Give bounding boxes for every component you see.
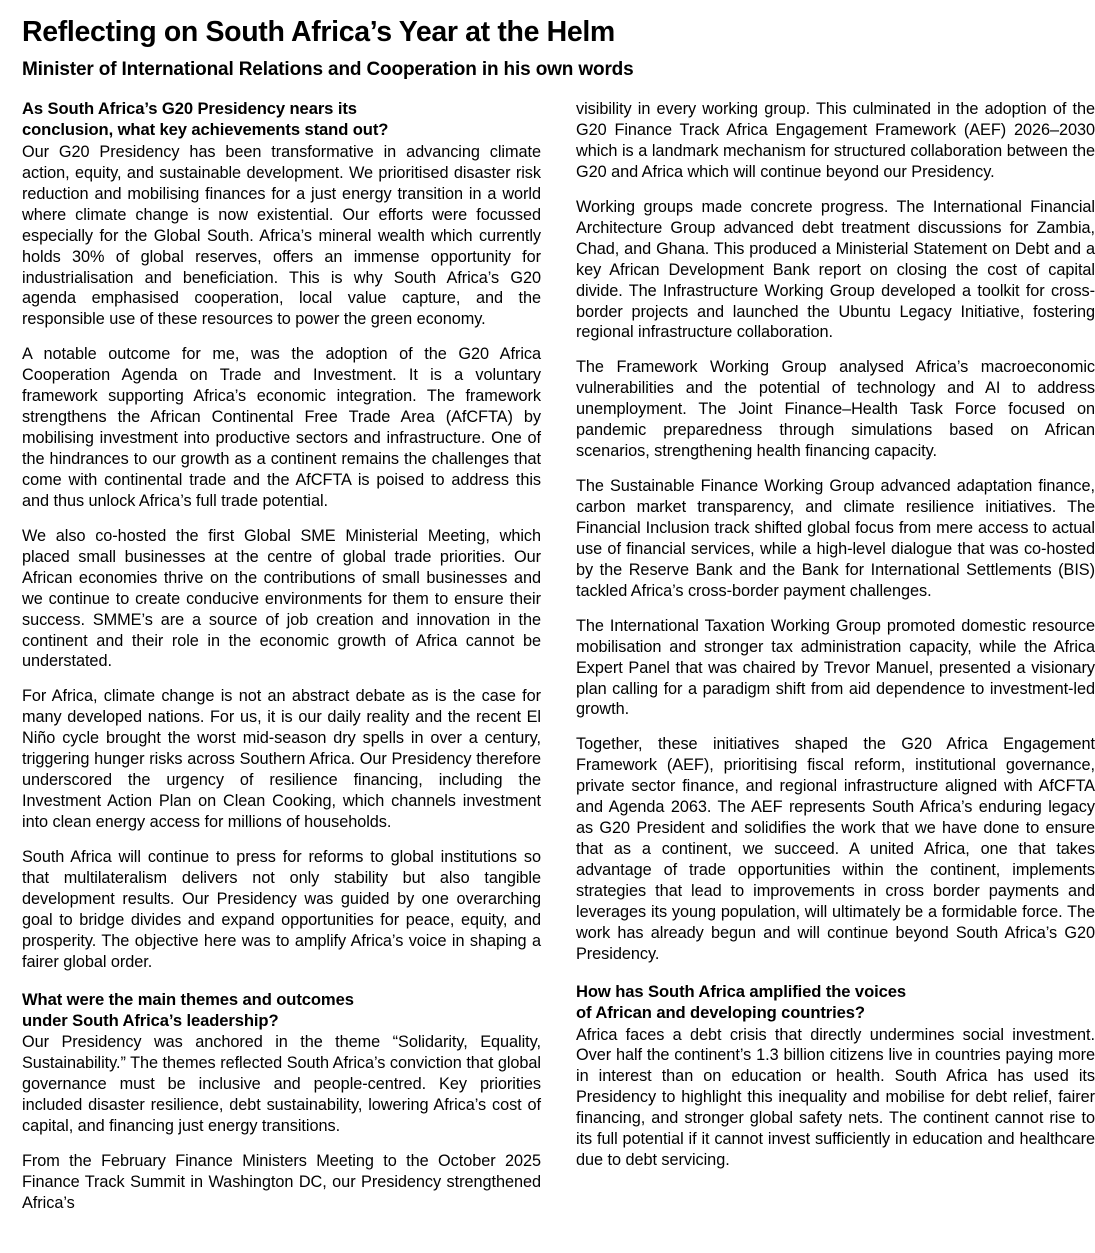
- paragraph-africa-cooperation-agenda: A notable outcome for me, was the adoption of the G20 Africa Cooperation Agenda on Trade and Investment. It is a voluntary framework supporting Africa’s economic integration. The framework strengthens the African Continental Free Trade Area (AfCFTA) by mobilising investment into productive sectors and infrastructure. One of the hindrances to our growth as a continent remains the challenges that come with continental trade and the AfCFTA is poised to address this and thus unlock Africa’s full trade potential.: [22, 345, 541, 510]
- question-heading-amplified-voices-line2: of African and developing countries?: [576, 1002, 865, 1022]
- paragraph-finance-track-summit: From the February Finance Ministers Meeting to the October 2025 Finance Track Summit in Washington DC, our Presidency strengthened Africa’s: [22, 1152, 541, 1212]
- column-left: [22, 99, 541, 1214]
- paragraph-debt-crisis: Africa faces a debt crisis that directly undermines social investment. Over half the continent’s 1.3 billion citizens live in countries paying more in interest than on education or health. South Africa has used its Presidency to highlight this inequality and mobilise for debt relief, fairer financing, and stronger global safety nets. The continent cannot rise to its full potential if it cannot invest sufficiently in education and healthcare due to debt servicing.: [576, 1025, 1095, 1170]
- page-title: Reflecting on South Africa’s Year at the Helm: [22, 16, 615, 48]
- article-columns: [22, 99, 1095, 1214]
- paragraph-sme-ministerial-meeting: We also co-hosted the first Global SME Ministerial Meeting, which placed small businesses at the centre of global trade priorities. Our African economies thrive on the contributions of small businesses and we continue to create conducive environments for them to ensure their success. SMME’s are a source of job creation and innovation in the continent and their role in the economic growth of Africa cannot be understated.: [22, 526, 541, 671]
- paragraph-global-institution-reforms: South Africa will continue to press for reforms to global institutions so that multilateralism delivers not only stability but also tangible development results. Our Presidency was guided by one overarching goal to bridge divides and expand opportunities for peace, equity, and prosperity. The objective here was to amplify Africa’s voice in shaping a fairer global order.: [22, 847, 541, 971]
- question-heading-themes-line1: What were the main themes and outcomes: [22, 989, 354, 1009]
- paragraph-aef-framework: visibility in every working group. This culminated in the adoption of the G20 Finance Track Africa Engagement Framework (AEF) 2026–2030 which is a landmark mechanism for structured collaboration between the G20 and Africa which will continue beyond our Presidency.: [576, 100, 1095, 181]
- paragraph-international-taxation-group: The International Taxation Working Group promoted domestic resource mobilisation and stronger tax administration capacity, while the Africa Expert Panel that was chaired by Trevor Manuel, presented a visionary plan calling for a paradigm shift from aid dependence to investment-led growth.: [576, 616, 1095, 719]
- question-heading-themes-line2: under South Africa’s leadership?: [22, 1010, 279, 1030]
- question-heading-achievements-line1: As South Africa’s G20 Presidency nears its: [22, 99, 357, 119]
- paragraph-solidarity-equality-sustainability: Our Presidency was anchored in the theme “Solidarity, Equality, Sustainability.” The themes reflected South Africa’s conviction that global governance must be inclusive and people-centred. Key priorities included disaster resilience, debt sustainability, lowering Africa’s cost of capital, and financing just energy transitions.: [22, 1033, 541, 1136]
- column-right: [576, 99, 1095, 1171]
- question-heading-themes: [22, 990, 541, 1032]
- question-heading-amplified-voices-line1: How has South Africa amplified the voices: [576, 981, 906, 1001]
- article-subtitle: Minister of International Relations and Cooperation in his own words: [22, 59, 634, 81]
- paragraph-framework-working-group: The Framework Working Group analysed Africa’s macroeconomic vulnerabilities and the potential of technology and AI to address unemployment. The Joint Finance–Health Task Force focused on pandemic preparedness through simulations based on African scenarios, strengthening health financing capacity.: [576, 358, 1095, 461]
- paragraph-climate-change-africa: For Africa, climate change is not an abstract debate as is the case for many developed nations. For us, it is our daily reality and the recent El Niño cycle brought the worst mid-season dry spells in over a century, triggering hunger risks across Southern Africa. Our Presidency therefore underscored the urgency of resilience financing, including the Investment Action Plan on Clean Cooking, which channels investment into clean energy access for millions of households.: [22, 687, 541, 832]
- question-heading-achievements-line2: conclusion, what key achievements stand out?: [22, 120, 389, 139]
- paragraph-sustainable-finance-group: The Sustainable Finance Working Group advanced adaptation finance, carbon market transparency, and climate resilience initiatives. The Financial Inclusion track shifted global focus from mere access to actual use of financial services, while a high-level dialogue that was co-hosted by the Reserve Bank and the Bank for International Settlements (BIS) tackled Africa’s cross-border payment challenges.: [576, 477, 1095, 600]
- question-heading-achievements: [22, 99, 541, 141]
- paragraph-working-groups-progress: Working groups made concrete progress. The International Financial Architecture Group advanced debt treatment discussions for Zambia, Chad, and Ghana. This produced a Ministerial Statement on Debt and a key African Development Bank report on closing the cost of capital divide. The Infrastructure Working Group developed a toolkit for cross-border projects and launched the Ubuntu Legacy Initiative, fostering regional infrastructure collaboration.: [576, 197, 1095, 342]
- paragraph-presidency-transformative: Our G20 Presidency has been transformative in advancing climate action, equity, and sustainable development. We prioritised disaster risk reduction and mobilising finances for a just energy transition in a world where climate change is now existential. Our efforts were focussed especially for the Global South. Africa’s mineral wealth which currently holds 30% of global reserves, offers an immense opportunity for industrialisation and beneficiation. This is why South Africa’s G20 agenda emphasised cooperation, local value capture, and the responsible use of these resources to power the green economy.: [22, 142, 541, 329]
- paragraph-together-initiatives-aef: Together, these initiatives shaped the G20 Africa Engagement Framework (AEF), prioritising fiscal reform, institutional governance, private sector finance, and regional infrastructure aligned with AfCFTA and Agenda 2063. The AEF represents South Africa’s enduring legacy as G20 President and solidifies the work that we have done to ensure that as a continent, we succeed. A united Africa, one that takes advantage of trade opportunities within the continent, implements strategies that lead to improvements in cross border payments and leverages its young population, will ultimately be a formidable force. The work has already begun and will continue beyond South Africa’s G20 Presidency.: [576, 735, 1095, 963]
- question-heading-amplified-voices: [576, 982, 1095, 1024]
